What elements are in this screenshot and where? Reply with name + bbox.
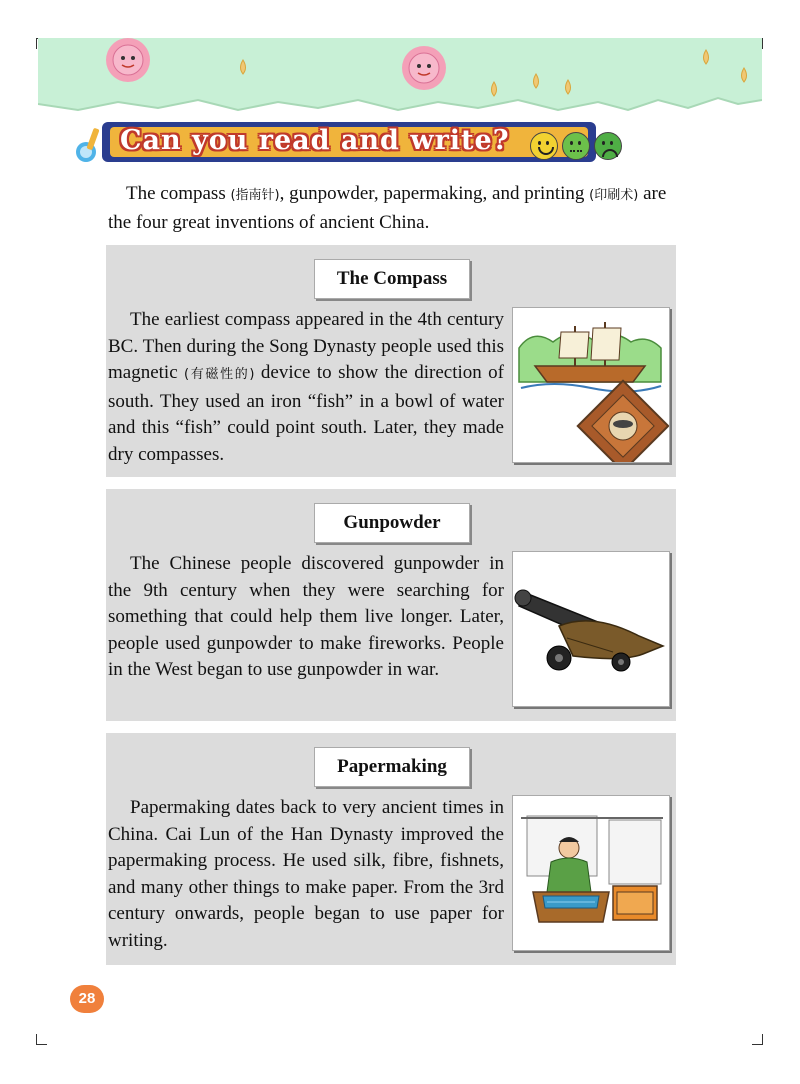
- section-heading: [74, 118, 634, 174]
- intro-text-1: The compass: [126, 183, 231, 204]
- section-body: [108, 307, 504, 469]
- section-label: Papermaking: [314, 747, 470, 787]
- section-label: The Compass: [314, 259, 470, 299]
- section-text-2: device to show the direction of south. They used an iron “fish” in a bowl of water and this “fish” could point south. Later, they made dry compasses.: [108, 362, 504, 465]
- crop-mark-bottom-left: [36, 1034, 47, 1045]
- section-gunpowder: [106, 489, 676, 721]
- section-text-1: The earliest compass appeared in the 4th century BC. Then during the Song Dynasty people used this magnetic: [108, 309, 504, 384]
- top-banner: [38, 38, 762, 116]
- intro-text-2: , gunpowder, papermaking, and printing: [279, 183, 590, 204]
- section-papermaking: [106, 733, 676, 965]
- sun-icon-center: [402, 46, 446, 90]
- section-compass: [106, 245, 676, 477]
- banner-decoration: [38, 38, 762, 116]
- neutral-face-icon: [562, 132, 590, 160]
- section-body: The Chinese people discovered gunpowder in the 9th century when they were searching for something that could help them live longer. Later, people used gunpowder to make fireworks. People in the West began to use gunpowder in war.: [108, 553, 504, 681]
- happy-face-icon: [530, 132, 558, 160]
- crop-mark-bottom-right: [752, 1034, 763, 1045]
- intro-paragraph: [108, 180, 678, 236]
- compass-illustration: [512, 307, 670, 463]
- section-gloss: (有磁性的): [184, 367, 255, 383]
- page-title: Can you read and write?: [120, 125, 510, 156]
- intro-gloss-printing: (印刷术): [589, 188, 639, 203]
- cannon-illustration: [512, 551, 670, 707]
- section-label: Gunpowder: [314, 503, 470, 543]
- title-banner: [102, 122, 596, 162]
- section-body: Papermaking dates back to very ancient times in China. Cai Lun of the Han Dynasty improved the papermaking process. He used silk, fibre, fishnets, and many other things to make paper. From the 3rd century onwards, people began to use paper for writing.: [108, 797, 504, 951]
- page-number: 28: [70, 985, 104, 1013]
- intro-text-3: are the four great inventions of ancient China.: [108, 183, 667, 233]
- pen-ink-icon: [74, 126, 104, 166]
- intro-gloss-compass: (指南针): [230, 188, 280, 203]
- papermaker-illustration: [512, 795, 670, 951]
- sad-face-icon: [594, 132, 622, 160]
- sun-icon-left: [106, 38, 150, 82]
